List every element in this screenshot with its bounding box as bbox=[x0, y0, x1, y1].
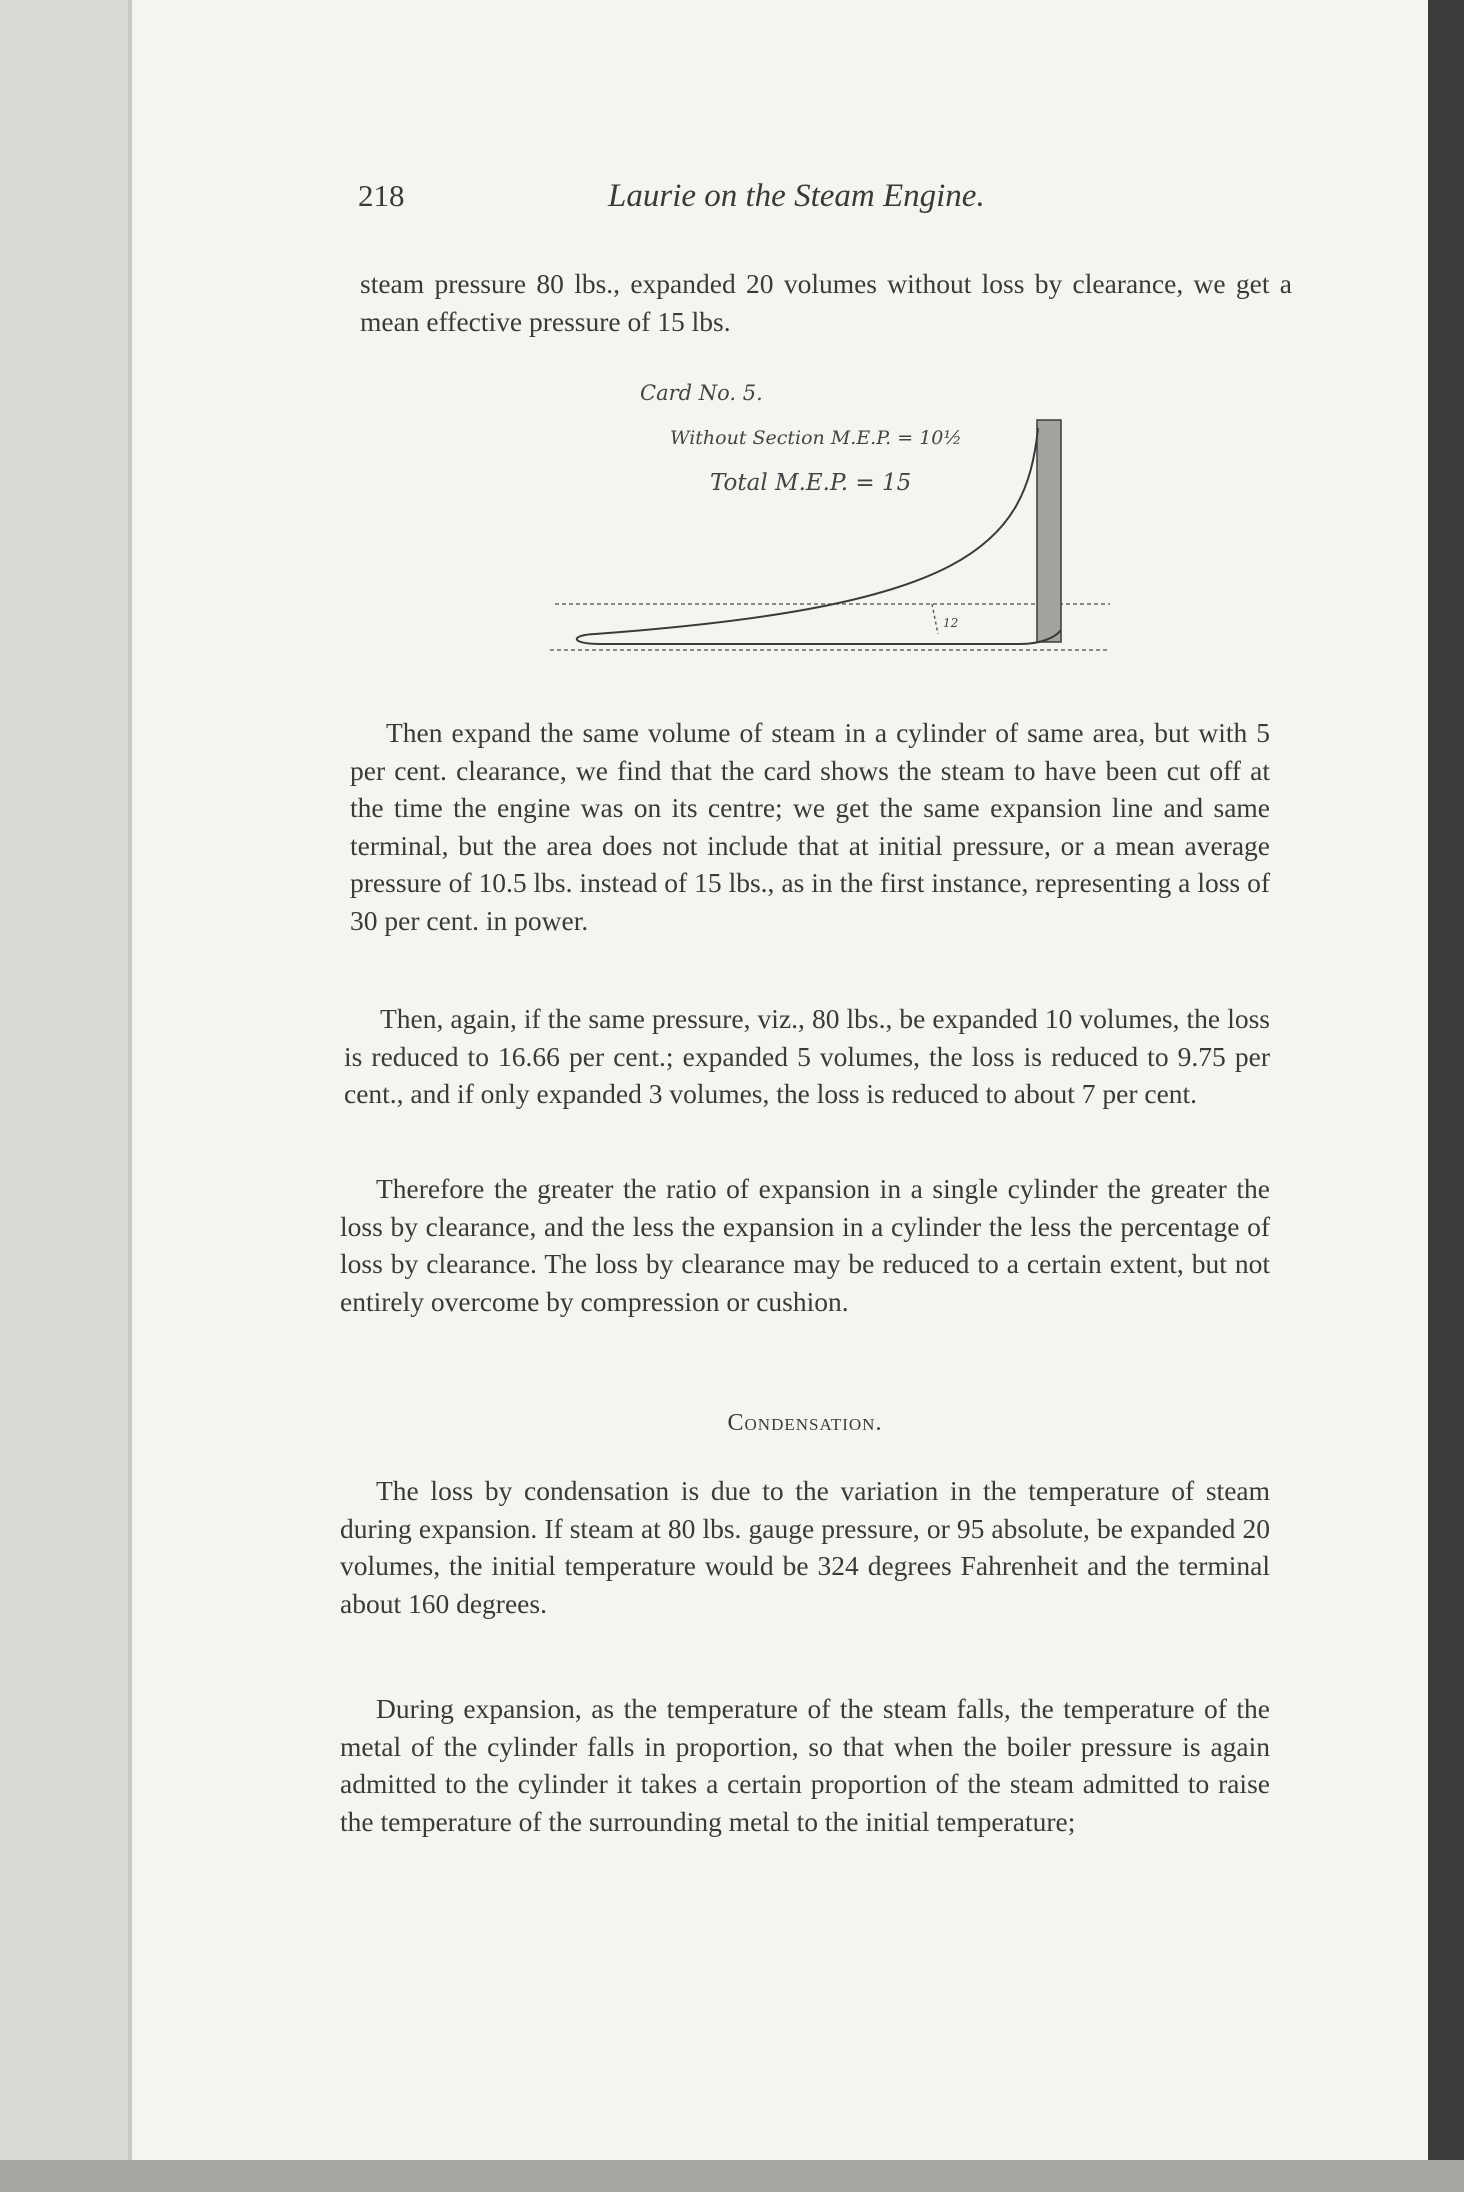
page-edge-shadow bbox=[1428, 0, 1464, 2192]
scan-bottom-margin bbox=[0, 2160, 1464, 2192]
page-header bbox=[358, 178, 1258, 228]
section-heading: Condensation. bbox=[727, 1410, 883, 1436]
exhaust-line bbox=[577, 630, 1061, 644]
paragraph: Then expand the same volume of steam in a cylinder of same area, but with 5 per cent. clearance, we find that the card shows the steam to have been cut off at the time the engine was on its centre; we get the same expansion line and same terminal, but the area does not include that at initial pressure, or a mean average pressure of 10.5 lbs. instead of 15 lbs., as in the first instance, representing a loss of 30 per cent. in power. bbox=[350, 717, 1270, 936]
running-title: Laurie on the Steam Engine. bbox=[608, 178, 985, 214]
paragraph: The loss by condensation is due to the variation in the temperature of steam during expansion. If steam at 80 lbs. gauge pressure, or 95 absolute, be expanded 20 volumes, the initial temperature would be 324 degrees Fahrenheit and the terminal about 160 degrees. bbox=[340, 1475, 1270, 1619]
paragraph: During expansion, as the temperature of the steam falls, the temperature of the metal of the cylinder falls in proportion, so that when the boiler pressure is again admitted to the cylinder it takes a certain proportion of the steam admitted to raise the temperature of the surrounding metal to the initial temperature; bbox=[340, 1693, 1270, 1837]
dash-mark bbox=[932, 604, 938, 634]
expansion-curve bbox=[595, 428, 1038, 634]
paragraph: steam pressure 80 lbs., expanded 20 volumes without loss by clearance, we get a mean effective pressure of 15 lbs. bbox=[360, 268, 1292, 337]
small-mark-label: 12 bbox=[943, 616, 959, 630]
without-section-mep-label: Without Section M.E.P. = 10½ bbox=[670, 427, 962, 449]
total-mep-label: Total M.E.P. = 15 bbox=[710, 470, 912, 496]
indicator-card-diagram bbox=[540, 372, 1120, 672]
admission-shaded-bar bbox=[1037, 420, 1061, 642]
page-number: 218 bbox=[358, 178, 405, 213]
card-label: Card No. 5. bbox=[640, 381, 763, 405]
paragraph: Then, again, if the same pressure, viz., 80 lbs., be expanded 10 volumes, the loss is reduced to 16.66 per cent.; expanded 5 volumes, the loss is reduced to 9.75 per cent., and if only expanded 3 volumes, the loss is reduced to about 7 per cent. bbox=[344, 1003, 1270, 1109]
paragraph: Therefore the greater the ratio of expansion in a single cylinder the greater the loss by clearance, and the less the expansion in a cylinder the less the percentage of loss by clearance. The loss by clearance may be reduced to a certain extent, but not entirely overcome by compression or cushion. bbox=[340, 1173, 1270, 1317]
